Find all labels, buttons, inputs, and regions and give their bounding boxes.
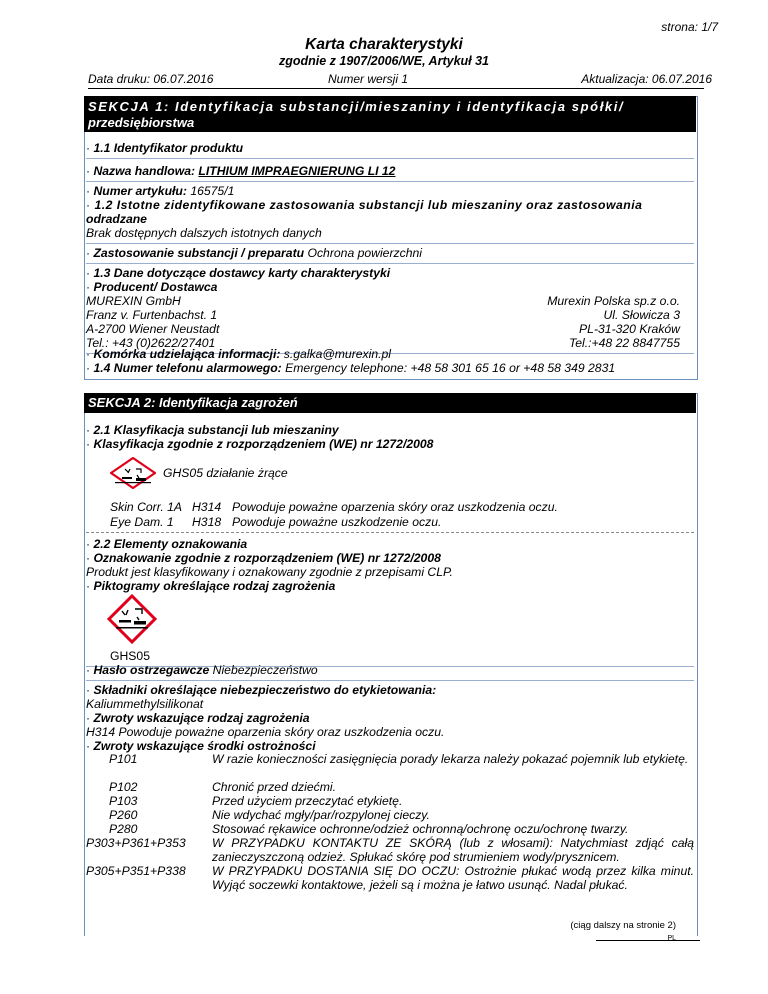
trade-name-line: · Nazwa handlowa: LITHIUM IMPRAEGNIERUNG LI 12 [86,164,396,178]
producer-city: A-2700 Wiener Neustadt [86,322,220,336]
component-name: Kaliummethylsilikonat [86,697,204,711]
h-statements-heading: · Zwroty wskazujące rodzaj zagrożenia [86,711,310,725]
ghs05-pictogram-icon [107,594,157,644]
producer-name: MUREXIN GmbH [86,294,181,308]
p-code: P305+P351+P338 [86,864,186,878]
hazard-code-1: H314 [192,500,222,514]
identified-uses-heading-cont: odradzane [86,212,147,226]
p-text: Stosować rękawice ochronne/odzież ochronną/ochronę oczu/ochronę twarzy. [212,822,629,836]
p-code: P303+P361+P353 [86,836,186,850]
p-text: Chronić przed dziećmi. [212,780,336,794]
info-email[interactable]: s.galka@murexin.pl [283,347,391,361]
label-elements-heading: · 2.2 Elementy oznakowania [86,537,248,551]
print-date: Data druku: 06.07.2016 [88,72,214,86]
p-text: Przed użyciem przeczytać etykietę. [212,794,403,808]
dashed-divider [86,532,694,533]
p-text: W razie konieczności zasięgnięcia porady lekarza należy pokazać pojemnik lub etykietę. [212,752,689,766]
document-subtitle: zgodnie z 1907/2006/WE, Artykuł 31 [278,54,490,68]
hazard-code-2: H318 [192,515,222,529]
p-code: P260 [109,808,138,822]
p-text: Nie wdychać mgły/par/rozpylonej cieczy. [212,808,430,822]
header-rule [88,88,704,89]
distributor-name: Murexin Polska sp.z o.o. [547,294,680,308]
ghs05-caption: GHS05 działanie żrące [163,466,288,480]
p-code: P102 [109,780,138,794]
info-line: · Komórka udzielająca informacji: s.galka@murexin.pl [86,347,391,361]
label-note: Produkt jest klasyfikowany i oznakowany zgodnie z przepisami CLP. [86,565,453,579]
section-1-heading-line1: SEKCJA 1: Identyfikacja substancji/mieszaniny i identyfikacja spółki/ [88,99,625,114]
document-title: Karta charakterystyki [305,36,463,53]
components-heading: · Składniki określające niebezpieczeństwo do etykietowania: [86,683,437,697]
p-code: P103 [109,794,138,808]
product-identifier-heading: · 1.1 Identyfikator produktu [86,141,244,155]
divider [86,263,694,264]
trade-name: LITHIUM IMPRAEGNIERUNG LI 12 [198,164,396,178]
section-2-heading: SEKCJA 2: Identyfikacja zagrożeń [84,393,696,413]
section-1-heading [84,96,696,132]
emergency-line: · 1.4 Numer telefonu alarmowego: Emergency telephone: +48 58 301 65 16 or +48 58 349 2831 [86,361,616,375]
p-text: W PRZYPADKU DOSTANIA SIĘ DO OCZU: Ostrożnie płukać wodą przez kilka minut. Wyjąć soczewki kontaktowe, jeżeli są i można je łatwo usunąć. Nadal płukać. [212,864,694,892]
page-number: strona: 1/7 [661,20,718,34]
p-statements-heading: · Zwroty wskazujące środki ostrożności [86,739,316,753]
language-code: PL [667,935,676,942]
distributor-street: Ul. Słowicza 3 [603,308,680,322]
no-data-text: Brak dostępnych dalszych istotnych danych [86,226,322,240]
continued-note: (ciąg dalszy na stronie 2) [570,920,676,931]
section-1-heading-line2: przedsiębiorstwa [88,115,195,130]
hazard-text-2: Powoduje poważne uszkodzenie oczu. [232,515,442,529]
application-line: · Zastosowanie substancji / preparatu Ochrona powierzchni [86,246,422,260]
ghs05-small-icon [110,457,156,489]
hazard-text-1: Powoduje poważne oparzenia skóry oraz uszkodzenia oczu. [232,500,558,514]
divider [86,243,694,244]
identified-uses-heading: · 1.2 Istotne zidentyfikowane zastosowania substancji lub mieszaniny oraz zastosowania [86,198,643,212]
producer-street: Franz v. Furtenbachst. 1 [86,308,218,322]
distributor-phone: Tel.:+48 22 8847755 [568,336,680,350]
supplier-heading: · 1.3 Dane dotyczące dostawcy karty charakterystyki [86,266,391,280]
footer-rule [596,940,700,941]
regulation-heading: · Klasyfikacja zgodnie z rozporządzeniem (WE) nr 1272/2008 [86,437,434,451]
p-code: P280 [109,822,138,836]
label-regulation: · Oznakowanie zgodnie z rozporządzeniem (WE) nr 1272/2008 [86,551,441,565]
pictogram-label: GHS05 [110,649,150,663]
version-number: Numer wersji 1 [328,72,409,86]
producer-phone: Tel.: +43 (0)2622/27401 [86,336,216,350]
distributor-city: PL-31-320 Kraków [579,322,680,336]
divider [86,181,694,182]
hazard-category-1: Skin Corr. 1A [110,500,183,514]
article-number-line: · Numer artykułu: 16575/1 [86,184,235,198]
divider [86,158,694,159]
signal-word-line: · Hasło ostrzegawcze Niebezpieczeństwo [86,663,318,677]
classification-heading: · 2.1 Klasyfikacja substancji lub mieszaniny [86,423,339,437]
update-date: Aktualizacja: 06.07.2016 [581,72,712,86]
producer-label: · Producent/ Dostawca [86,280,218,294]
pictograms-heading: · Piktogramy określające rodzaj zagrożenia [86,579,336,593]
p-text: W PRZYPADKU KONTAKTU ZE SKÓRĄ (lub z włosami): Natychmiast zdjąć całą zanieczyszczoną odzież. Spłukać skórę pod strumieniem wody/prysznicem. [212,836,694,864]
divider [86,680,694,681]
p-code: P101 [109,752,138,766]
h-statement: H314 Powoduje poważne oparzenia skóry oraz uszkodzenia oczu. [86,725,445,739]
hazard-category-2: Eye Dam. 1 [110,515,174,529]
